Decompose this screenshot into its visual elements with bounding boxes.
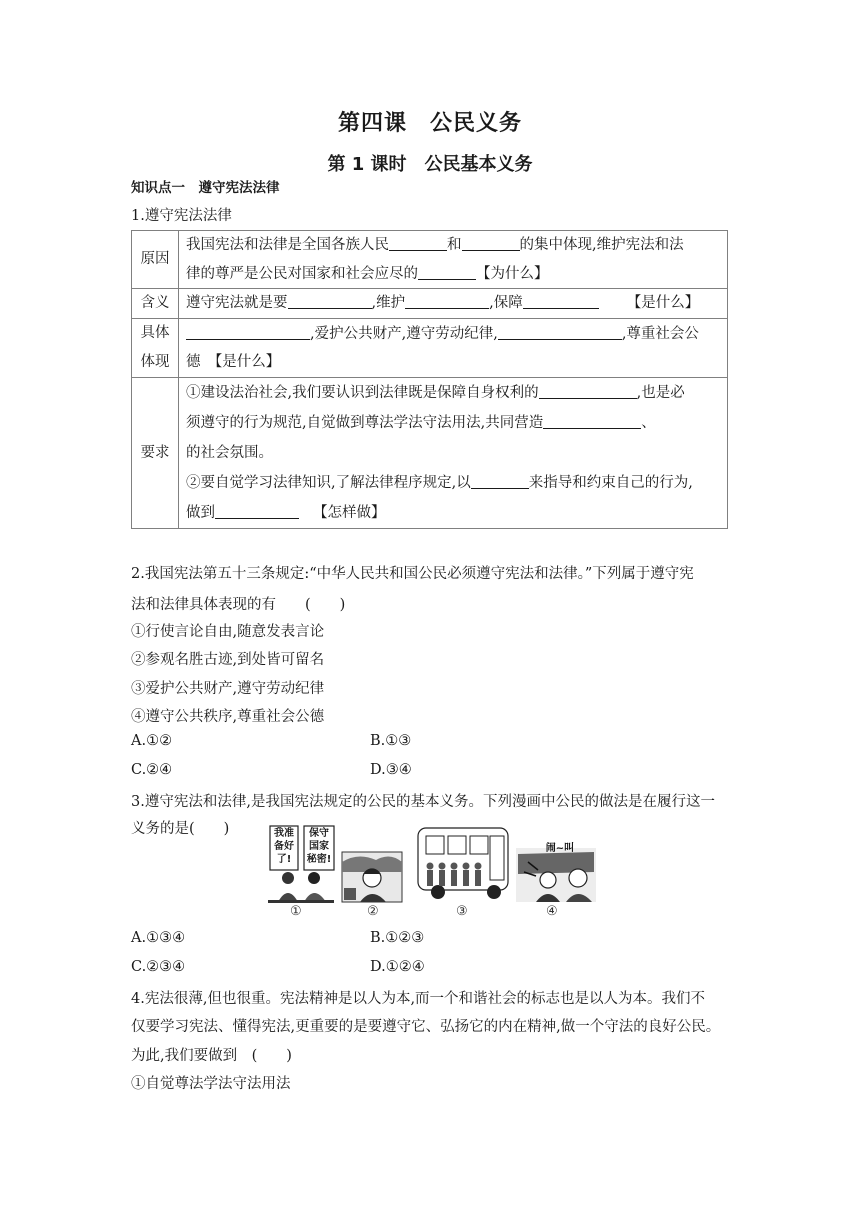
q4-item: ①自觉尊法学法守法用法 xyxy=(131,1076,291,1092)
q2-stem-line2: 法和法律具体表现的有 ( ) xyxy=(131,597,346,613)
comic-sign: 闹~叫 xyxy=(545,843,575,854)
comic-label-1: ① xyxy=(290,904,302,919)
comic-illustration xyxy=(268,822,596,904)
answer-blank[interactable] xyxy=(462,236,520,252)
q4-stem-line3: 为此,我们要做到 ( ) xyxy=(131,1048,292,1064)
table-row xyxy=(132,231,728,289)
comic-panel-3 xyxy=(418,828,508,899)
comic-panel-1 xyxy=(268,826,334,903)
answer-blank[interactable] xyxy=(405,294,489,310)
answer-blank[interactable] xyxy=(539,384,637,400)
lesson-title: 第四课 公民义务 xyxy=(337,111,522,136)
q2-item: ①行使言论自由,随意发表言论 xyxy=(131,624,325,640)
q2-option-c[interactable]: C.②④ xyxy=(131,762,173,778)
row-content: 遵守宪法就是要 ,维护 ,保障 【是什么】 xyxy=(179,289,728,319)
q3-option-b[interactable]: B.①②③ xyxy=(370,930,425,946)
q2-stem-line1: 2.我国宪法第五十三条规定:“中华人民共和国公民必须遵守宪法和法律。”下列属于遵守宪 xyxy=(131,566,694,582)
comic-label-3: ③ xyxy=(456,904,468,919)
q1-heading: 1.遵守宪法法律 xyxy=(131,208,232,224)
speech-bubble-1: 我准备好了! xyxy=(274,828,294,865)
q4-stem-line1: 4.宪法很薄,但也很重。宪法精神是以人为本,而一个和谐社会的标志也是以人为本。我们不 xyxy=(131,991,706,1007)
q3-stem-line2: 义务的是( ) xyxy=(131,821,230,837)
row-label: 含义 xyxy=(132,289,179,319)
answer-blank[interactable] xyxy=(186,324,310,340)
q2-item: ④遵守公共秩序,尊重社会公德 xyxy=(131,709,325,725)
row-label: 要求 xyxy=(132,378,179,529)
q3-stem-line1: 3.遵守宪法和法律,是我国宪法规定的公民的基本义务。下列漫画中公民的做法是在履行这一 xyxy=(131,794,715,810)
answer-blank[interactable] xyxy=(288,294,372,310)
answer-blank[interactable] xyxy=(389,236,447,252)
table-row xyxy=(132,378,728,529)
section-heading: 知识点一 遵守宪法法律 xyxy=(131,180,280,196)
row-content: ①建设法治社会,我们要认识到法律既是保障自身权利的 ,也是必 须遵守的行为规范,自觉做到尊法学法守法用法,共同营造 、 的社会氛围。 ②要自觉学习法律知识,了解法律程序规定,以 来指导和约束自己的行为, 做到 【怎样做】 xyxy=(179,378,728,529)
answer-blank[interactable] xyxy=(543,414,641,430)
comic-label-2: ② xyxy=(367,904,379,919)
answer-blank[interactable] xyxy=(471,474,529,490)
q3-option-a[interactable]: A.①③④ xyxy=(131,930,186,946)
answer-blank[interactable] xyxy=(215,504,299,520)
q2-option-a[interactable]: A.①② xyxy=(131,733,173,749)
row-label: 具体 体现 xyxy=(132,319,179,378)
answer-blank[interactable] xyxy=(418,264,476,280)
q2-option-d[interactable]: D.③④ xyxy=(370,762,412,778)
q3-option-d[interactable]: D.①②④ xyxy=(370,959,425,975)
q2-item: ②参观名胜古迹,到处皆可留名 xyxy=(131,652,325,668)
answer-blank[interactable] xyxy=(523,294,599,310)
speech-bubble-2: 保守国家秘密! xyxy=(306,828,332,865)
knowledge-table xyxy=(131,230,728,529)
comic-label-4: ④ xyxy=(546,904,558,919)
comic-panel-2 xyxy=(342,852,402,902)
q3-option-c[interactable]: C.②③④ xyxy=(131,959,186,975)
q2-option-b[interactable]: B.①③ xyxy=(370,733,412,749)
answer-blank[interactable] xyxy=(498,324,622,340)
period-title: 第 1 课时 公民基本义务 xyxy=(327,154,533,175)
q2-item: ③爱护公共财产,遵守劳动纪律 xyxy=(131,681,325,697)
q4-stem-line2: 仅要学习宪法、懂得宪法,更重要的是要遵守它、弘扬它的内在精神,做一个守法的良好公民。 xyxy=(131,1019,721,1035)
row-label: 原因 xyxy=(132,231,179,289)
comic-panel-4 xyxy=(516,842,596,902)
table-row xyxy=(132,319,728,378)
row-content: 我国宪法和法律是全国各族人民 和 的集中体现,维护宪法和法 律的尊严是公民对国家和社会应尽的 【为什么】 xyxy=(179,231,728,289)
table-row xyxy=(132,289,728,319)
row-content: ,爱护公共财产,遵守劳动纪律, ,尊重社会公 德 【是什么】 xyxy=(179,319,728,378)
